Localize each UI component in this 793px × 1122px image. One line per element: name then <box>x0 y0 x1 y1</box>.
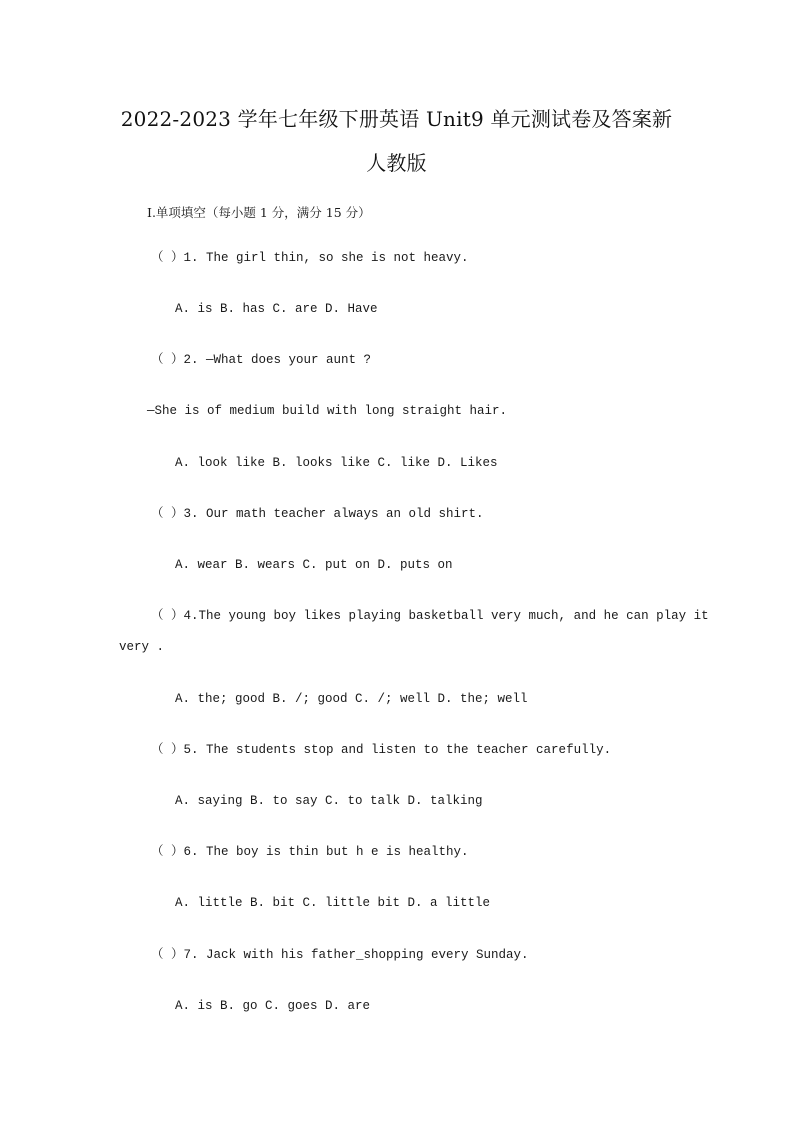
question-options: A. little B. bit C. little bit D. a little <box>175 896 491 910</box>
question-options: A. is B. has C. are D. Have <box>175 302 378 316</box>
question-stem: （ ）3. Our math teacher always an old shirt. <box>151 507 484 521</box>
question-options: A. the; good B. /; good C. /; well D. the; well <box>175 692 528 706</box>
question-options: A. look like B. looks like C. like D. Likes <box>175 456 498 470</box>
question-dialog-reply: —She is of medium build with long straight hair. <box>147 404 508 418</box>
question-stem: （ ）4.The young boy likes playing basketball very much, and he can play it <box>151 609 709 623</box>
question-stem: （ ）1. The girl thin, so she is not heavy. <box>151 251 469 265</box>
section-heading: I.单项填空（每小题 1 分，满分 15 分） <box>147 205 371 220</box>
document-title-line-1: 2022-2023 学年七年级下册英语 Unit9 单元测试卷及答案新 <box>120 107 673 131</box>
question-stem: （ ）6. The boy is thin but h e is healthy. <box>151 845 469 859</box>
question-stem: （ ）7. Jack with his father_shopping every Sunday. <box>151 948 529 962</box>
question-stem: （ ）2. —What does your aunt ? <box>151 353 372 367</box>
question-stem-continued: very . <box>119 640 165 654</box>
question-options: A. wear B. wears C. put on D. puts on <box>175 558 453 572</box>
document-title-line-2: 人教版 <box>366 151 427 175</box>
question-options: A. saying B. to say C. to talk D. talking <box>175 794 483 808</box>
question-stem: （ ）5. The students stop and listen to the teacher carefully. <box>151 743 612 757</box>
question-options: A. is B. go C. goes D. are <box>175 999 371 1013</box>
